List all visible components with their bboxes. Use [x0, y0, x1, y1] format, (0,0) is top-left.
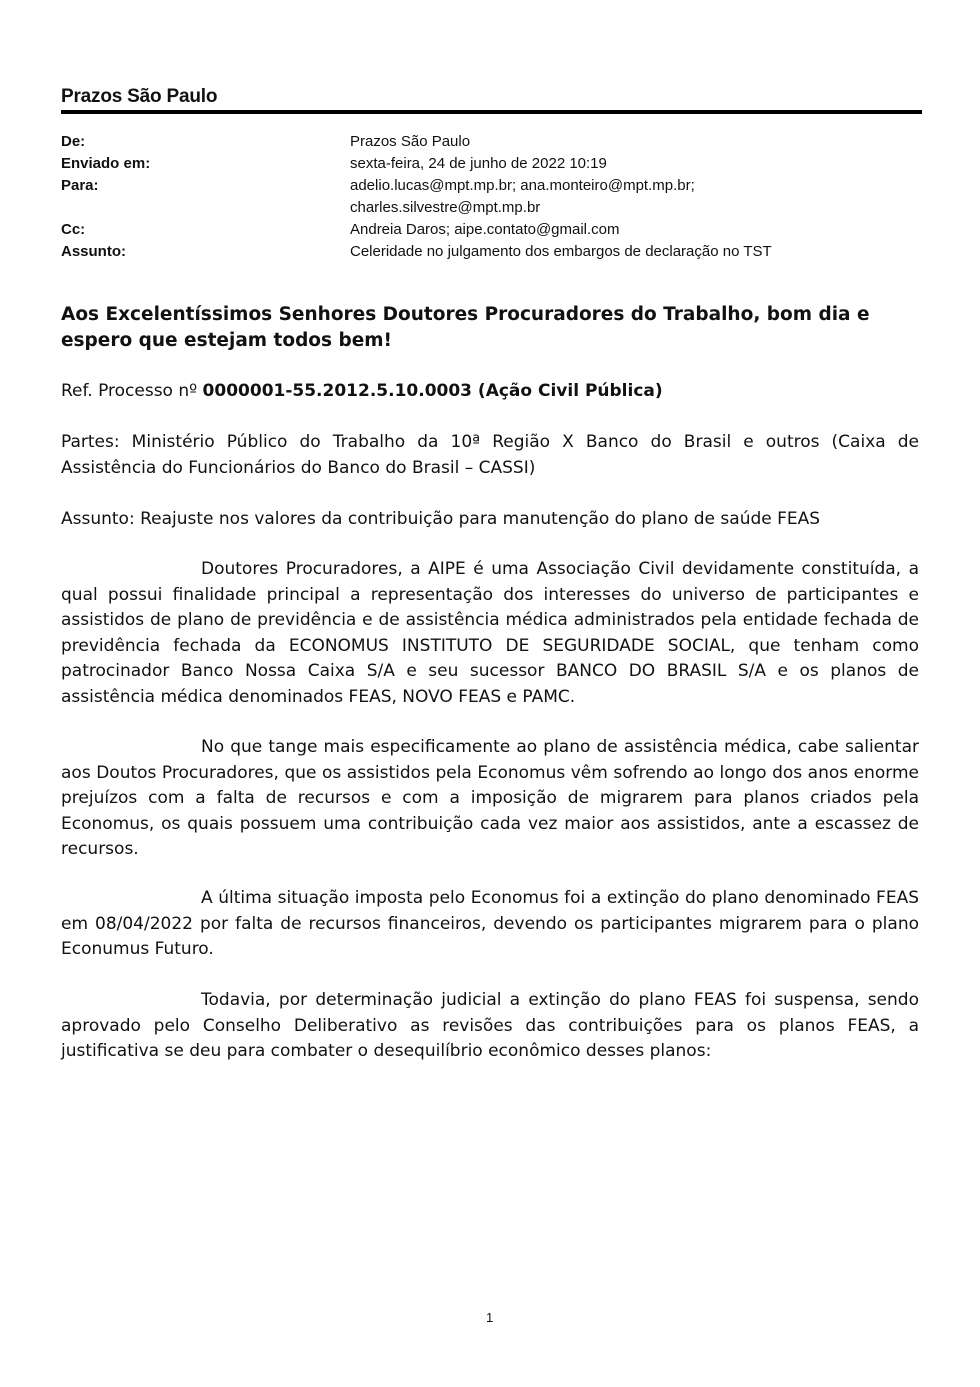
cc-label: Cc: [61, 221, 86, 238]
subject-paragraph: Assunto: Reajuste nos valores da contribuição para manutenção do plano de saúde FEAS [61, 509, 821, 529]
reference-prefix: Ref. Processo nº [61, 381, 203, 401]
subject-label: Assunto: [61, 243, 126, 260]
body-paragraph-1: Doutores Procuradores, a AIPE é uma Associação Civil devidamente constituída, a qual possui finalidade principal a representação dos interesses do universo de participantes e assistidos de plano de previdência e de assistência médica administrados pela entidade fechada de previdência fechada da ECONOMUS INSTITUTO DE SEGURIDADE SOCIAL, que tenham como patrocinador Banco Nossa Caixa S/A e seu sucessor BANCO DO BRASIL S/A e os planos de assistência médica denominados FEAS, NOVO FEAS e PAMC. [61, 559, 919, 707]
greeting-text: Aos Excelentíssimos Senhores Doutores Procuradores do Trabalho, bom dia e espero que estejam todos bem! [61, 304, 870, 351]
subject-value: Celeridade no julgamento dos embargos de declaração no TST [350, 243, 772, 260]
cc-value: Andreia Daros; aipe.contato@gmail.com [350, 221, 620, 238]
body-paragraph-2: No que tange mais especificamente ao plano de assistência médica, cabe salientar aos Doutos Procuradores, que os assistidos pela Economus vêm sofrendo ao longo dos anos enorme prejuízos com a falta de recursos e com a imposição de migrarem para planos criados pela Economus, os quais possuem uma contribuição cada vez maior aos assistidos, ante a escassez de recursos. [61, 737, 919, 860]
to-label: Para: [61, 177, 99, 194]
email-sender-title: Prazos São Paulo [61, 86, 218, 107]
process-number: 0000001-55.2012.5.10.0003 (Ação Civil Pública) [202, 381, 663, 401]
from-label: De: [61, 133, 86, 150]
page-number: 1 [486, 1310, 494, 1325]
header-divider [61, 110, 922, 114]
to-value-line-2: charles.silvestre@mpt.mp.br [350, 199, 541, 216]
from-value: Prazos São Paulo [350, 133, 471, 150]
to-value-line-1: adelio.lucas@mpt.mp.br; ana.monteiro@mpt.mp.br; [350, 177, 695, 194]
body-paragraph-4: Todavia, por determinação judicial a extinção do plano FEAS foi suspensa, sendo aprovado pelo Conselho Deliberativo as revisões das contribuições para os planos FEAS, a justificativa se deu para combater o desequilíbrio econômico desses planos: [61, 990, 919, 1062]
body-paragraph-3: A última situação imposta pelo Economus foi a extinção do plano denominado FEAS em 08/04/2022 por falta de recursos financeiros, devendo os participantes migrarem para o plano Econumus Futuro. [61, 888, 919, 960]
sent-value: sexta-feira, 24 de junho de 2022 10:19 [350, 155, 607, 172]
reference-line [61, 379, 919, 405]
parties-paragraph: Partes: Ministério Público do Trabalho da 10ª Região X Banco do Brasil e outros (Caixa de Assistência do Funcionários do Banco do Brasil – CASSI) [61, 432, 919, 478]
sent-label: Enviado em: [61, 155, 151, 172]
